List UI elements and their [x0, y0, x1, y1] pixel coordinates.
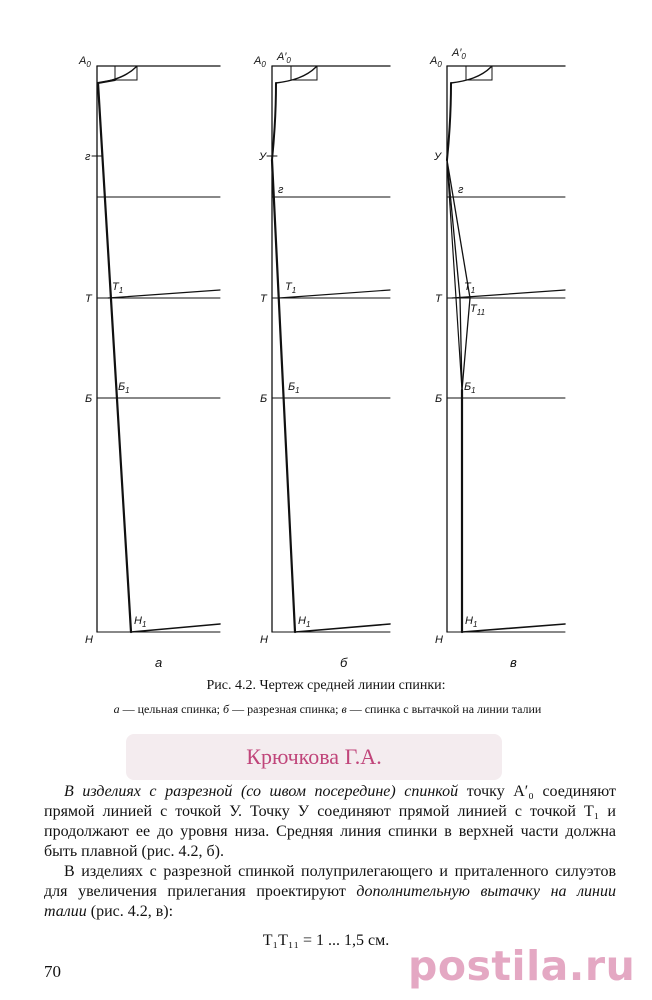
label-t-b: Т: [260, 293, 267, 305]
label-a0prime-b: $A'_0$: [277, 51, 291, 65]
label-u-b: У: [259, 151, 267, 163]
label-t1-b: $Т_1$: [285, 281, 297, 295]
label-b-a: Б: [85, 393, 93, 405]
label-a0-b: $A_0$: [254, 55, 266, 69]
author-watermark: Крючкова Г.А.: [126, 734, 502, 780]
label-a0-a: $A_0$: [79, 55, 91, 69]
label-b-b: Б: [260, 393, 268, 405]
label-b-v: Б: [435, 393, 443, 405]
panel-v-drawing: [447, 66, 565, 632]
panel-a-drawing: [92, 66, 220, 632]
label-n-a: Н: [85, 634, 93, 646]
label-t11-v: $Т_{11}$: [470, 303, 486, 317]
label-t-a: Т: [85, 293, 92, 305]
label-g-b: г: [278, 184, 284, 196]
label-n1-v: $Н_1$: [465, 615, 478, 629]
label-n-b: Н: [260, 634, 268, 646]
label-b1-a: $Б_1$: [118, 381, 130, 395]
figure-caption-legend: а — цельная спинка; б — разрезная спинка; в — спинка с вытачкой на линии талии: [113, 702, 542, 716]
postila-logo[interactable]: [404, 934, 640, 994]
label-a0-v: $A_0$: [430, 55, 442, 69]
label-a0prime-v: $A'_0$: [452, 47, 466, 61]
paragraph-2: В изделиях с разрезной спинкой полуприлегающего и приталенного силуэтов для увеличения прилегания проектируют дополнительную вытачку на линии талии (рис. 4.2, в):: [44, 863, 616, 920]
label-t1-v: $Т_1$: [464, 281, 476, 295]
formula: T₁T₁₁ = 1 ... 1,5 см.: [262, 932, 390, 949]
panel-b-drawing: [267, 66, 390, 632]
label-g-a: г: [85, 151, 91, 163]
label-n1-b: $Н_1$: [298, 615, 311, 629]
panel-letter-b: б: [340, 655, 348, 670]
label-u-v: У: [434, 151, 442, 163]
label-n1-a: $Н_1$: [134, 615, 147, 629]
label-g-v: г: [458, 184, 464, 196]
label-n-v: Н: [435, 634, 443, 646]
label-t1-a: $Т_1$: [112, 281, 124, 295]
paragraph-1: В изделиях с разрезной (со швом посередине) спинкой точку A′₀ соединяют прямой линией с точкой У. Точку У соединяют прямой линией с точкой Т₁ и продолжают ее до уровня низа. Средняя линия спинки в верхней части должна быть плавной (рис. 4.2, б).: [44, 783, 616, 860]
panel-letter-a: а: [155, 655, 163, 670]
body-text: [44, 782, 616, 922]
page-number: 70: [44, 962, 61, 981]
logo-text: postila.ru: [408, 942, 636, 990]
label-b1-v: $Б_1$: [464, 381, 476, 395]
panel-letter-v: в: [510, 655, 517, 670]
label-b1-b: $Б_1$: [288, 381, 300, 395]
figure-caption-title: Рис. 4.2. Чертеж средней линии спинки:: [206, 678, 446, 693]
label-t-v: Т: [435, 293, 442, 305]
